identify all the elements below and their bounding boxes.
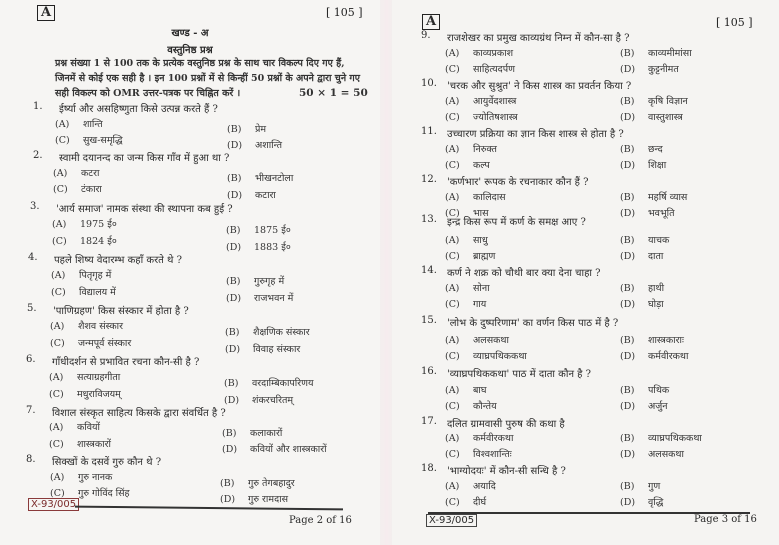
footer-rule: [75, 506, 343, 510]
q1-option-c[interactable]: (C) सुख-समृद्धि: [55, 135, 123, 146]
q2-option-a[interactable]: (A) कटरा: [53, 168, 100, 179]
instruction-line-3: सही विकल्प को OMR उत्तर-पत्रक पर चिह्नित करें ।: [55, 88, 241, 99]
q11-option-b[interactable]: (B) छन्द: [620, 144, 663, 155]
q8-option-a[interactable]: (A) गुरु नानक: [50, 472, 113, 483]
q13-option-b[interactable]: (B) याचक: [620, 235, 670, 246]
q15-option-d[interactable]: (D) कर्मवीरकथा: [620, 351, 689, 362]
q10-option-a[interactable]: (A) आयुर्वेदशास्त्र: [445, 96, 517, 107]
q16-option-d[interactable]: (D) अर्जुन: [620, 401, 668, 412]
q10-option-d[interactable]: (D) वास्तुशास्त्र: [620, 112, 683, 123]
q1-option-a[interactable]: (A) शान्ति: [55, 119, 103, 130]
marks-scheme: 50 × 1 = 50: [299, 87, 368, 99]
q16-option-c[interactable]: (C) कौन्तेय: [445, 401, 497, 412]
q11-option-d[interactable]: (D) शिक्षा: [620, 160, 667, 171]
q17-option-b[interactable]: (B) व्याघ्रपथिककथा: [620, 433, 702, 444]
page-number: Page 2 of 16: [289, 515, 352, 526]
q6-option-b[interactable]: (B) वरदाम्बिकापरिणय: [224, 378, 314, 389]
set-label-box: A: [422, 14, 440, 30]
q6-option-c[interactable]: (C) मधुराविजयम्: [49, 389, 121, 400]
page-number: Page 3 of 16: [694, 514, 757, 525]
q8-option-b[interactable]: (B) गुरु तेगबहादुर: [220, 478, 295, 489]
q4-option-b[interactable]: (B) गुरुगृह में: [226, 276, 285, 287]
q10-option-b[interactable]: (B) कृषि विज्ञान: [620, 96, 688, 107]
q14-option-a[interactable]: (A) सोना: [445, 283, 490, 294]
q3-option-d[interactable]: (D) 1883 ई०: [226, 242, 291, 253]
q15-option-b[interactable]: (B) शास्त्रकाराः: [620, 335, 684, 346]
footer-code: X-93/005: [426, 514, 477, 527]
paper-code: [ 105 ]: [326, 6, 363, 19]
q15-option-a[interactable]: (A) अलसकथा: [445, 335, 509, 346]
footer-code: X-93/005: [28, 498, 79, 511]
right-page: A [ 105 ] 9. राजशेखर का प्रमुख काव्यग्रंथ निम्न में कौन-सा है ? (A) काव्यप्रकाश (B) काव्यमीमांसा (C) साहित्यदर्पण (D) कुट्टनीमत 10. 'चरक और सुश्रुत' ने किस शास्त्र का प्रवर्तन किया ? (A) आयुर्वेदशास्त्र (B) कृषि विज्ञान (C) ज्योतिषशास्त्र (D) वास्तुशास्त्र 11. उच्चारण प्रक्रिया का ज्ञान किस शास्त्र से होता है ? (A) निरुक्त (B) छन्द (C) कल्प (D) शिक्षा 12. 'कर्णभार' रूपक के रचनाकार कौन हैं ? (A) कालिदास (B) महर्षि व्यास (C) भास (D) भवभूति 13. इन्द्र किस रूप में कर्ण के समक्ष आए ? (A) साधु (B) याचक (C) ब्राह्मण (D) दाता 14. कर्ण ने शक्र को चौथी बार क्या देना चाहा ? (A) सोना (B) हाथी (C) गाय (D) घोड़ा 15. 'लोभ के दुष्परिणाम' का वर्णन किस पाठ में है ? (A) अलसकथा (B) शास्त्रकाराः (C) व्याघ्रपथिककथा (D) कर्मवीरकथा 16. 'व्याघ्रपथिककथा' पाठ में दाता कौन है ? (A) बाघ (B) पथिक (C) कौन्तेय (D) अर्जुन 17. दलित ग्रामवासी पुरुष की कथा है (A) कर्मवीरकथा (B) व्याघ्रपथिककथा (C) विश्वशान्तिः (D) अलसकथा 18. 'भाग्योदयः' में कौन-सी सन्धि है ? (A) अयादि (B) गुण (C) दीर्घ (D) वृद्धि X-93/005 Page 3 of 16: [392, 0, 779, 545]
section-subtitle: वस्तुनिष्ठ प्रश्न: [167, 45, 213, 56]
q10-option-c[interactable]: (C) ज्योतिषशास्त्र: [445, 112, 518, 123]
q18-option-b[interactable]: (B) गुण: [620, 481, 661, 492]
q7-option-b[interactable]: (B) कलाकारों: [222, 428, 283, 439]
instruction-line-2: जिनमें से कोई एक सही है । इन 100 प्रश्नों में से किन्हीं 50 प्रश्नों के अपने द्वारा चुने गए: [55, 73, 361, 84]
q12-option-d[interactable]: (D) भवभूति: [620, 208, 675, 219]
q5-option-a[interactable]: (A) शैशव संस्कार: [50, 321, 123, 332]
q14-option-d[interactable]: (D) घोड़ा: [620, 299, 664, 310]
q12-option-c[interactable]: (C) भास: [445, 208, 489, 219]
q13-option-d[interactable]: (D) दाता: [620, 251, 664, 262]
q3-option-b[interactable]: (B) 1875 ई०: [226, 225, 291, 236]
instruction-line-1: प्रश्न संख्या 1 से 100 तक के प्रत्येक वस्तुनिष्ठ प्रश्न के साथ चार विकल्प दिए गए हैं,: [55, 58, 345, 69]
q13-option-a[interactable]: (A) साधु: [445, 235, 488, 246]
q17-option-d[interactable]: (D) अलसकथा: [620, 449, 684, 460]
q3-option-a[interactable]: (A) 1975 ई०: [52, 219, 117, 230]
set-label-box: A: [37, 5, 55, 21]
q2-option-c[interactable]: (C) टंकारा: [53, 184, 102, 195]
q14-option-b[interactable]: (B) हाथी: [620, 283, 665, 294]
q16-option-b[interactable]: (B) पथिक: [620, 385, 670, 396]
q14-option-c[interactable]: (C) गाय: [445, 299, 487, 310]
q3-option-c[interactable]: (C) 1824 ई०: [52, 236, 117, 247]
q11-option-a[interactable]: (A) निरुक्त: [445, 144, 497, 155]
q6-option-d[interactable]: (D) शंकरचरितम्: [224, 395, 294, 406]
q5-option-d[interactable]: (D) विवाह संस्कार: [225, 344, 301, 355]
q12-option-a[interactable]: (A) कालिदास: [445, 192, 506, 203]
q1-option-b[interactable]: (B) प्रेम: [227, 124, 267, 135]
q5-option-b[interactable]: (B) शैक्षणिक संस्कार: [225, 327, 310, 338]
q12-option-b[interactable]: (B) महर्षि व्यास: [620, 192, 688, 203]
q11-option-c[interactable]: (C) कल्प: [445, 160, 490, 171]
q2-option-d[interactable]: (D) कटारा: [227, 190, 276, 201]
q16-option-a[interactable]: (A) बाघ: [445, 385, 487, 396]
q9-option-c[interactable]: (C) साहित्यदर्पण: [445, 64, 515, 75]
q18-option-a[interactable]: (A) अयादि: [445, 481, 496, 492]
q6-option-a[interactable]: (A) सत्याग्रहगीता: [49, 372, 121, 383]
q4-option-d[interactable]: (D) राजभवन में: [226, 293, 294, 304]
q5-option-c[interactable]: (C) जन्मपूर्व संस्कार: [50, 338, 132, 349]
left-page: A [ 105 ] खण्ड - अ वस्तुनिष्ठ प्रश्न प्रश्न संख्या 1 से 100 तक के प्रत्येक वस्तुनिष्ठ प्रश्न के साथ चार विकल्प दिए गए हैं, जिनमें से कोई एक सही है । इन 100 प्रश्नों में से किन्हीं 50 प्रश्नों के अपने द्वारा चुने गए सही विकल्प को OMR उत्तर-पत्रक पर चिह्नित करें । 50 × 1 = 50 1. ईर्ष्या और असहिष्णुता किसे उत्पन्न करते हैं ? (A) शान्ति (B) प्रेम (C) सुख-समृद्धि (D) अशान्ति 2. स्वामी दयानन्द का जन्म किस गाँव में हुआ था ? (A) कटरा (B) भीखनटोला (C) टंकारा (D) कटारा 3. 'आर्य समाज' नामक संस्था की स्थापना कब हुई ? (A) 1975 ई० (B) 1875 ई० (C) 1824 ई० (D) 1883 ई० 4. पहले शिष्य वेदारम्भ कहाँ करते थे ? (A) पितृगृह में (B) गुरुगृह में (C) विद्यालय में (D) राजभवन में 5. 'पाणिग्रहण' किस संस्कार में होता है ? (A) शैशव संस्कार (B) शैक्षणिक संस्कार (C) जन्मपूर्व संस्कार (D) विवाह संस्कार 6. गाँधीदर्शन से प्रभावित रचना कौन-सी है ? (A) सत्याग्रहगीता (B) वरदाम्बिकापरिणय (C) मधुराविजयम् (D) शंकरचरितम् 7. विशाल संस्कृत साहित्य किसके द्वारा संवर्धित है ? (A) कवियों (B) कलाकारों (C) शास्त्रकारों (D) कवियों और शास्त्रकारों 8. सिक्खों के दसवें गुरु कौन थे ? (A) गुरु नानक (B) गुरु तेगबहादुर (C) गुरु गोविंद सिंह (D) गुरु रामदास X-93/005 Page 2 of 16: [0, 0, 380, 545]
q8-option-c[interactable]: (C) गुरु गोविंद सिंह: [50, 488, 130, 499]
q18-option-d[interactable]: (D) वृद्धि: [620, 497, 664, 508]
q4-option-c[interactable]: (C) विद्यालय में: [51, 287, 116, 298]
q18-option-c[interactable]: (C) दीर्घ: [445, 497, 487, 508]
q4-option-a[interactable]: (A) पितृगृह में: [51, 270, 112, 281]
q15-option-c[interactable]: (C) व्याघ्रपथिककथा: [445, 351, 527, 362]
q17-option-a[interactable]: (A) कर्मवीरकथा: [445, 433, 514, 444]
section-title: खण्ड - अ: [171, 28, 209, 39]
q7-option-c[interactable]: (C) शास्त्रकारों: [49, 439, 111, 450]
q7-option-a[interactable]: (A) कवियों: [49, 422, 101, 433]
q1-option-d[interactable]: (D) अशान्ति: [227, 140, 282, 151]
q9-option-b[interactable]: (B) काव्यमीमांसा: [620, 48, 692, 59]
q13-option-c[interactable]: (C) ब्राह्मण: [445, 251, 496, 262]
q2-option-b[interactable]: (B) भीखनटोला: [227, 173, 294, 184]
q17-option-c[interactable]: (C) विश्वशान्तिः: [445, 449, 512, 460]
q9-option-d[interactable]: (D) कुट्टनीमत: [620, 64, 679, 75]
q7-option-d[interactable]: (D) कवियों और शास्त्रकारों: [222, 444, 327, 455]
q9-option-a[interactable]: (A) काव्यप्रकाश: [445, 48, 514, 59]
q8-option-d[interactable]: (D) गुरु रामदास: [220, 494, 289, 505]
paper-code: [ 105 ]: [716, 16, 753, 29]
